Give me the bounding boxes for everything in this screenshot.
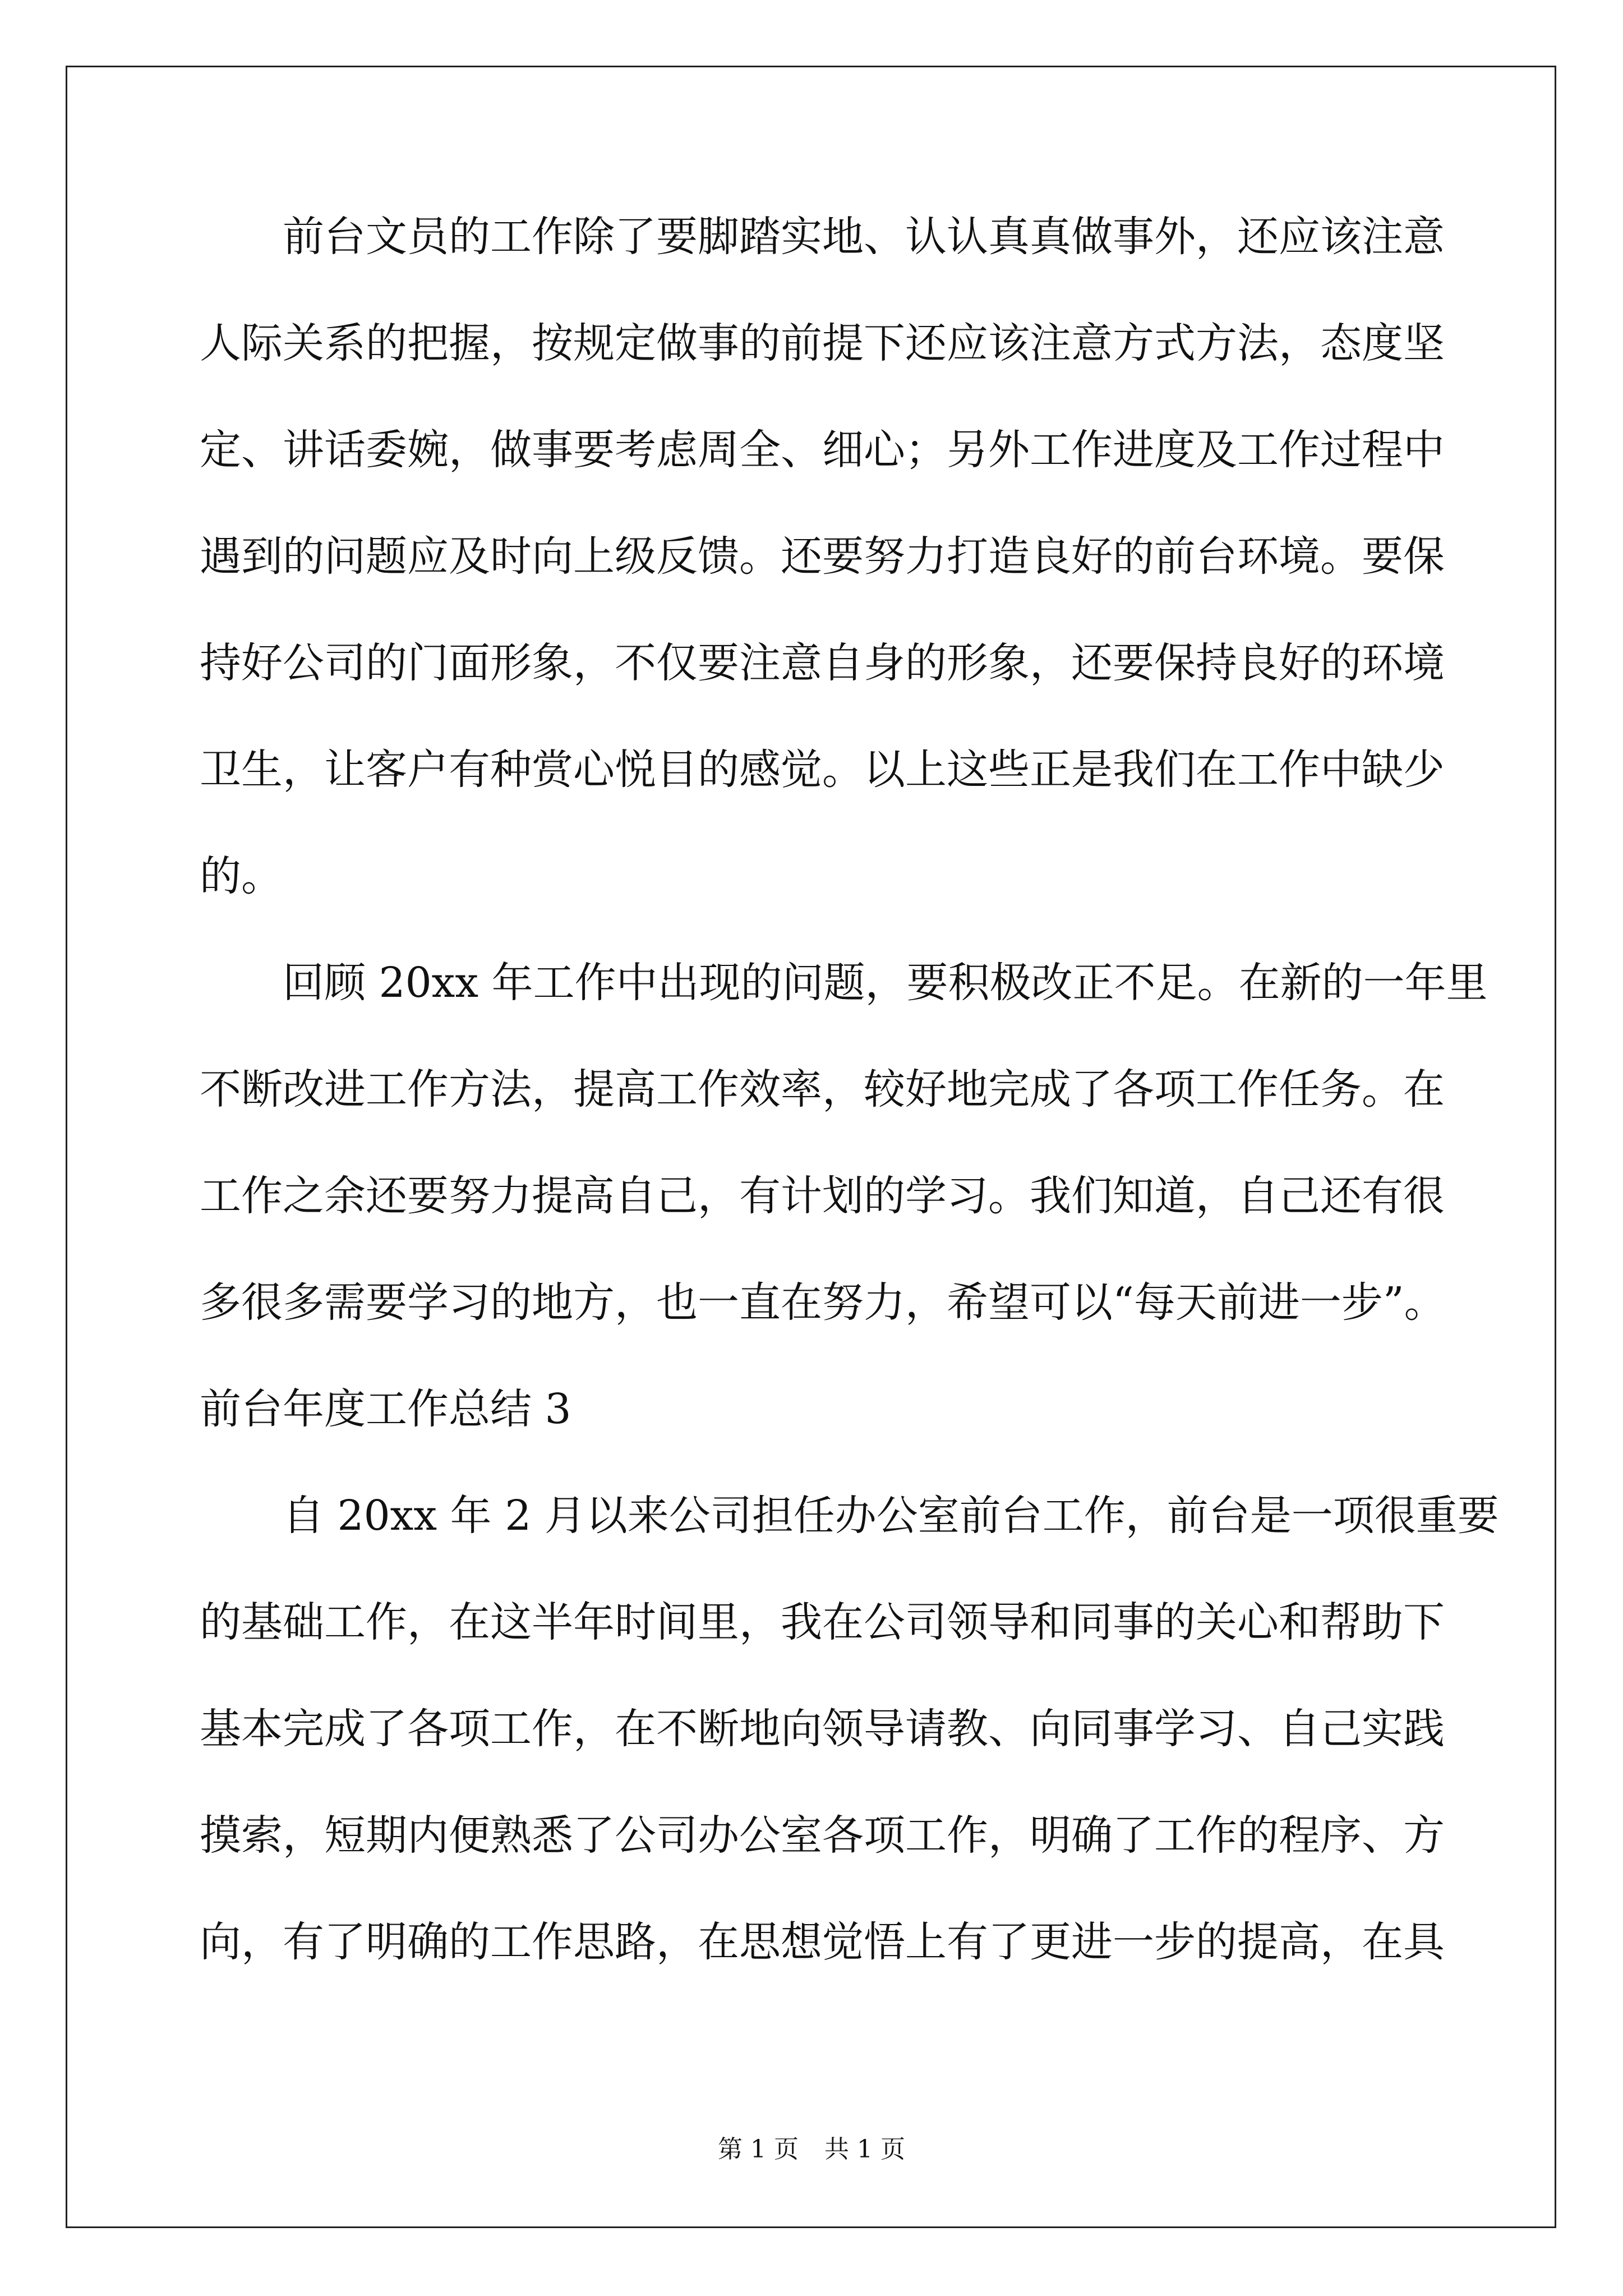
paragraph-2-line-2: 不断改进工作方法，提高工作效率，较好地完成了各项工作任务。在: [200, 1065, 1445, 1114]
paragraph-1-line-4: 遇到的问题应及时向上级反馈。还要努力打造良好的前台环境。要保: [200, 532, 1445, 581]
paragraph-2-line-1: 回顾 20xx 年工作中出现的问题，要积极改正不足。在新的一年里: [283, 959, 1488, 1007]
section-heading: 前台年度工作总结 3: [200, 1385, 571, 1433]
paragraph-1-line-1: 前台文员的工作除了要脚踏实地、认认真真做事外，还应该注意: [283, 213, 1445, 261]
paragraph-3-line-5: 向，有了明确的工作思路，在思想觉悟上有了更进一步的提高，在具: [200, 1918, 1445, 1966]
paragraph-3-line-1: 自 20xx 年 2 月以来公司担任办公室前台工作，前台是一项很重要: [283, 1492, 1499, 1540]
page-border: [66, 66, 1556, 2228]
paragraph-3-line-2: 的基础工作，在这半年时间里，我在公司领导和同事的关心和帮助下: [200, 1598, 1445, 1646]
page-footer: [0, 2137, 1623, 2162]
paragraph-3-line-4: 摸索，短期内便熟悉了公司办公室各项工作，明确了工作的程序、方: [200, 1811, 1445, 1860]
paragraph-1-line-7: 的。: [200, 852, 283, 900]
paragraph-2-line-3: 工作之余还要努力提高自己，有计划的学习。我们知道，自己还有很: [200, 1172, 1445, 1220]
paragraph-1-line-6: 卫生，让客户有种赏心悦目的感觉。以上这些正是我们在工作中缺少: [200, 746, 1445, 794]
page-number: 第 1 页: [718, 2135, 799, 2164]
paragraph-3-line-3: 基本完成了各项工作，在不断地向领导请教、向同事学习、自己实践: [200, 1705, 1445, 1753]
paragraph-1-line-3: 定、讲话委婉，做事要考虑周全、细心；另外工作进度及工作过程中: [200, 426, 1445, 474]
page-total: 共 1 页: [824, 2135, 905, 2164]
paragraph-1-line-2: 人际关系的把握，按规定做事的前提下还应该注意方式方法，态度坚: [200, 319, 1445, 367]
paragraph-1-line-5: 持好公司的门面形象，不仅要注意自身的形象，还要保持良好的环境: [200, 639, 1445, 687]
paragraph-2-line-4: 多很多需要学习的地方，也一直在努力，希望可以“每天前进一步”。: [200, 1278, 1446, 1327]
